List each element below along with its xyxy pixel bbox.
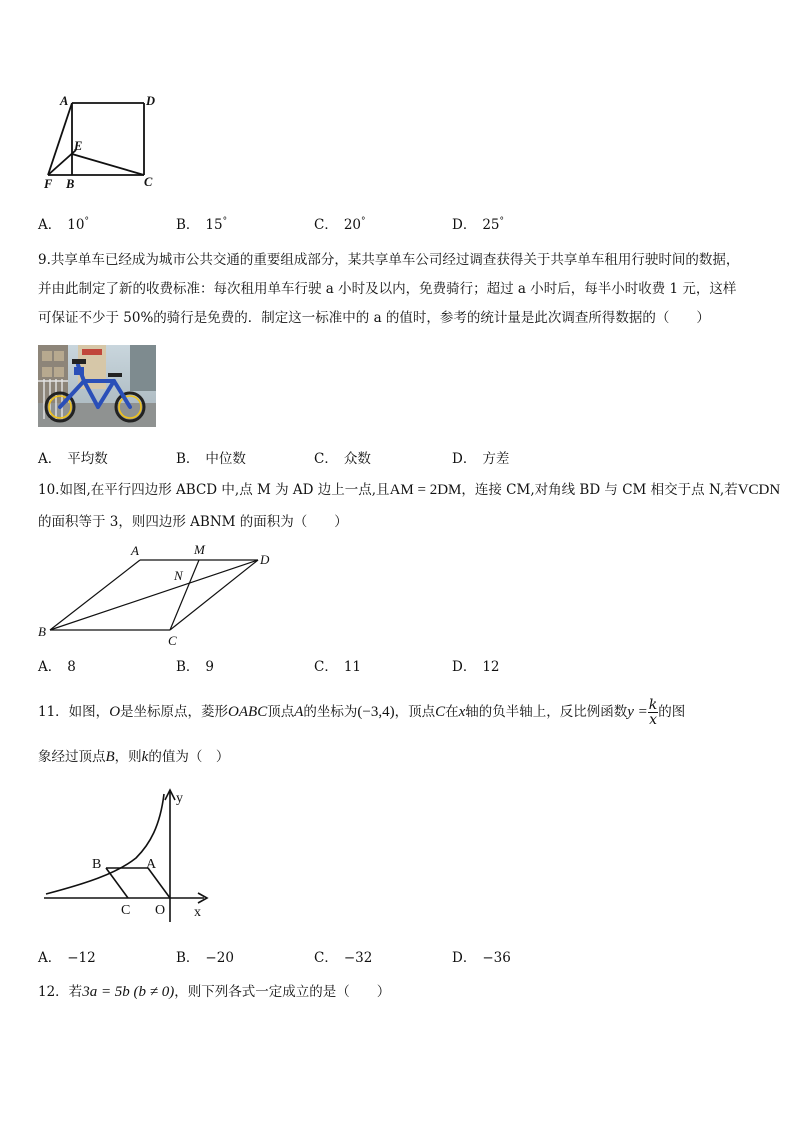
q9-line-2: 并由此制定了新的收费标准：每次租用单车行驶 a 小时及以内，免费骑行；超过 a 小时后，每半小时收费 1 元，这样 xyxy=(38,281,737,297)
fig10-label-B: B xyxy=(38,624,46,639)
q11-option-a[interactable]: A． −12 xyxy=(38,950,96,966)
q9-text xyxy=(38,246,763,333)
q9-line-1: 9.共享单车已经成为城市公共交通的重要组成部分，某共享单车公司经过调查获得关于共享单车租用行驶时间的数据， xyxy=(38,252,740,268)
fig8-label-C: C xyxy=(144,175,153,189)
fig11-label-y: y xyxy=(176,791,183,806)
q10-option-d[interactable]: D． 12 xyxy=(452,659,500,675)
q8-option-c[interactable]: C． 20° xyxy=(314,216,366,233)
q9-options xyxy=(38,447,758,467)
q11-option-d[interactable]: D． −36 xyxy=(452,950,511,966)
q11-fraction: $\frac{k}{x}$ xyxy=(648,697,658,728)
bike-photo xyxy=(38,345,156,427)
q11-options xyxy=(38,946,758,966)
q9-option-a[interactable]: A． 平均数 xyxy=(38,451,108,467)
fig8-label-E: E xyxy=(74,139,83,153)
q8-option-d[interactable]: D． 25° xyxy=(452,216,505,233)
q10-option-c[interactable]: C． 11 xyxy=(314,659,362,675)
fig10-label-M: M xyxy=(194,542,205,557)
q8-figure xyxy=(38,88,168,193)
q11-line-2: 象经过顶点B，则k的值为（ ） xyxy=(38,749,230,765)
q9-option-c[interactable]: C． 众数 xyxy=(314,451,371,467)
q9-line-3: 可保证不少于 50%的骑行是免费的．制定这一标准中的 a 的值时，参考的统计量是此次调查所得数据的（ ） xyxy=(38,310,710,326)
q10-figure xyxy=(36,540,276,650)
fig11-label-x: x xyxy=(194,905,201,920)
q11-figure xyxy=(44,786,216,922)
q11-option-b[interactable]: B． −20 xyxy=(176,950,234,966)
q11-option-c[interactable]: C． −32 xyxy=(314,950,373,966)
q10-option-a[interactable]: A． 8 xyxy=(38,659,76,675)
fig11-label-A: A xyxy=(146,857,157,872)
q8-option-b[interactable]: B． 15° xyxy=(176,216,228,233)
q12-line: 12．若3a = 5b (b ≠ 0)，则下列各式一定成立的是（ ） xyxy=(38,984,391,1000)
q10-line-1: 10.如图,在平行四边形 ABCD 中,点 M 为 AD 边上一点,且AM = 2DM，连接 CM,对角线 BD 与 CM 相交于点 N,若VCDN xyxy=(38,482,781,498)
fig10-label-N: N xyxy=(174,568,183,583)
q9-option-d[interactable]: D． 方差 xyxy=(452,451,510,467)
fig8-label-D: D xyxy=(146,94,156,108)
q10-options xyxy=(38,655,758,675)
fig11-label-C: C xyxy=(121,903,131,918)
q8-option-a[interactable]: A． 10° xyxy=(38,216,89,233)
q11-line-1: 11．如图，O是坐标原点，菱形OABC顶点A的坐标为(−3,4)，顶点C在x轴的负半轴上，反比例函数y = $\frac{k}{x}$ 的图 xyxy=(38,697,686,728)
fig10-label-C: C xyxy=(168,633,177,648)
q10-line-2: 的面积等于 3，则四边形 ABNM 的面积为（ ） xyxy=(38,514,348,530)
fig11-label-O: O xyxy=(155,903,166,918)
fig10-label-A: A xyxy=(131,543,139,558)
q10-option-b[interactable]: B． 9 xyxy=(176,659,215,675)
fig8-label-A: A xyxy=(60,94,69,108)
q8-options xyxy=(38,213,758,233)
fig8-label-B: B xyxy=(66,177,75,191)
fig11-label-B: B xyxy=(92,857,102,872)
fig8-label-F: F xyxy=(44,177,53,191)
fig10-label-D: D xyxy=(260,552,270,567)
q9-option-b[interactable]: B． 中位数 xyxy=(176,451,246,467)
q10-text xyxy=(38,474,781,538)
